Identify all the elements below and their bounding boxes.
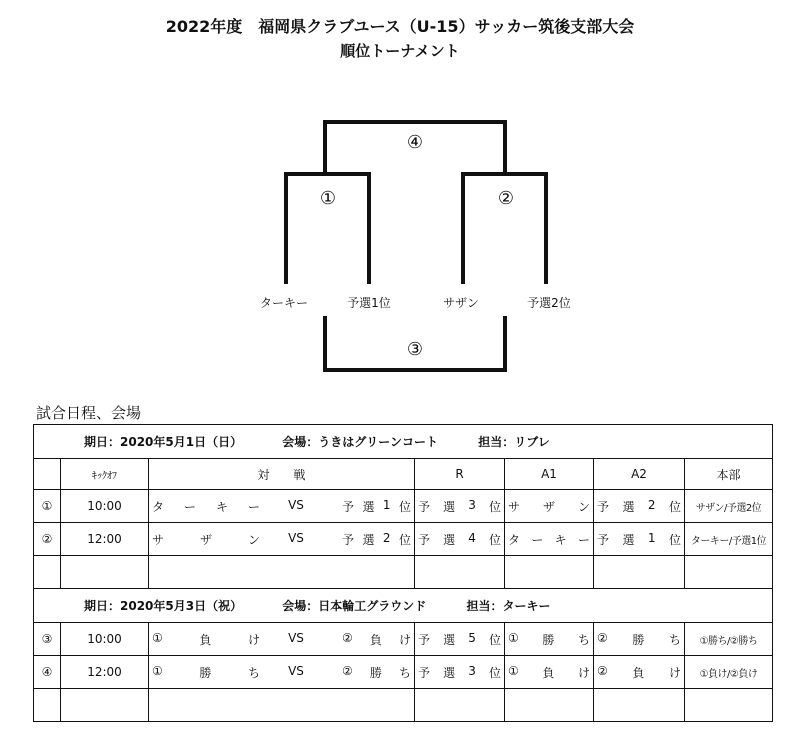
a2-cell [594,523,685,556]
match-date: 期日：2020年5月3日（祝） [84,599,243,613]
char: キ [554,532,567,547]
day-info [34,425,773,459]
char: 選 [443,665,456,680]
char: ザ [199,532,212,547]
match-number: ③ [34,623,61,656]
char: 5 [468,630,476,645]
team1 [152,664,260,681]
day-info [34,589,773,623]
char: 予 [342,499,355,514]
kickoff-time: 12:00 [61,656,149,689]
char: 選 [622,532,635,547]
char: 位 [488,499,501,514]
char: 予 [342,532,355,547]
char: 3 [468,497,476,512]
header-hq: 本部 [685,459,773,490]
header-a2: A2 [594,459,685,490]
referee-cell [415,623,505,656]
char: タ [152,499,165,514]
char: ザ [542,499,555,514]
char: け [668,665,681,680]
document-subtitle: 順位トーナメント [340,42,460,60]
char: ② [597,663,608,678]
char: サ [508,499,521,514]
bracket-line [323,368,507,372]
day-rows [34,490,773,556]
char: ① [508,630,519,645]
char: 1 [647,530,656,545]
char: 2 [382,530,391,545]
kickoff-time: 10:00 [61,490,149,523]
match-date: 期日：2020年5月1日（日） [84,435,243,449]
char: け [247,632,260,647]
char: 位 [398,499,411,514]
team2 [332,631,411,648]
vs-label: VS [288,497,304,512]
hq-cell: ①負け/②負け [685,656,773,689]
hq-cell: ①勝ち/②勝ち [685,623,773,656]
schedule-table [33,424,773,722]
a1-cell [505,656,594,689]
char: ① [152,630,163,645]
referee-cell [415,523,505,556]
vs-label: VS [288,630,304,645]
bracket-line [367,172,371,284]
table-row [34,556,773,589]
kickoff-time: 10:00 [61,623,149,656]
char: け [577,665,590,680]
bracket-line [461,172,465,284]
char: 2 [647,497,656,512]
header-match: 対 戦 [149,459,415,490]
document-title: 2022年度 福岡県クラブユース（U-15）サッカー筑後支部大会 [165,17,635,36]
char: ン [577,499,590,514]
char: 位 [488,665,501,680]
match-label-3: ③ [406,339,424,360]
char: 4 [468,530,476,545]
bracket-line [323,120,507,124]
bracket-line [503,316,507,372]
bracket-line [503,120,507,174]
match-pairing [149,623,415,656]
char: ち [668,632,681,647]
char: 負 [542,665,555,680]
team-label: 予選2位 [527,296,571,310]
match-number: ② [34,523,61,556]
table-row [34,523,773,556]
match-pairing [149,656,415,689]
day-rows [34,623,773,689]
team-label: サザン [443,296,479,310]
match-label-4: ④ [406,132,424,153]
a2-cell [594,623,685,656]
char: 負 [369,632,382,647]
hq-cell: ターキー/予選1位 [685,523,773,556]
team1 [152,631,260,648]
a2-cell [594,656,685,689]
day-info-row [34,589,773,623]
match-label-1: ① [319,188,337,209]
char: ー [531,532,544,547]
match-staff: 担当：リブレ [478,435,550,449]
schedule-caption: 試合日程、会場 [36,404,142,422]
table-row [34,689,773,722]
char: 勝 [199,665,212,680]
char: ン [247,532,260,547]
char: 予 [597,499,610,514]
match-pairing [149,523,415,556]
char: 選 [443,532,456,547]
bracket-line [284,172,371,176]
char: 予 [597,532,610,547]
bracket-line [461,172,548,176]
char: ー [247,499,260,514]
a1-cell [505,623,594,656]
char: 予 [418,532,431,547]
match-staff: 担当：ターキー [466,599,551,613]
day-info-row [34,425,773,459]
char: 勝 [369,665,382,680]
match-label-2: ② [497,188,515,209]
match-venue: 会場：日本輪工グラウンド [282,599,427,613]
char: ① [152,663,163,678]
team2 [332,531,411,548]
team1 [152,498,260,515]
char: キ [215,499,228,514]
char: 位 [398,532,411,547]
referee-cell [415,656,505,689]
char: 3 [468,663,476,678]
hq-cell: サザン/予選2位 [685,490,773,523]
char: ① [508,663,519,678]
char: 予 [418,665,431,680]
match-number: ① [34,490,61,523]
char: 選 [362,532,375,547]
team2 [332,664,411,681]
char: ー [183,499,196,514]
referee-cell [415,490,505,523]
header-row [34,459,773,490]
char: 位 [488,532,501,547]
a1-cell [505,490,594,523]
char: 選 [622,499,635,514]
bracket-line [323,316,327,372]
table-row [34,623,773,656]
char: 負 [199,632,212,647]
bracket-line [544,172,548,284]
match-number: ④ [34,656,61,689]
char: 位 [488,632,501,647]
header-a1: A1 [505,459,594,490]
header-cell [34,459,61,490]
bracket-line [323,120,327,174]
char: 位 [668,532,681,547]
char: 予 [418,632,431,647]
char: 選 [362,499,375,514]
vs-label: VS [288,530,304,545]
char: ー [577,532,590,547]
char: 1 [382,497,391,512]
char: 選 [443,499,456,514]
char: 予 [418,499,431,514]
char: 選 [443,632,456,647]
char: ② [342,663,353,678]
team-label: ターキー [259,296,308,310]
char: 位 [668,499,681,514]
char: ② [597,630,608,645]
a1-cell [505,523,594,556]
table-row [34,490,773,523]
team1 [152,531,260,548]
a2-cell [594,490,685,523]
char: け [398,632,411,647]
char: 負 [632,665,645,680]
char: サ [152,532,165,547]
match-pairing [149,490,415,523]
char: ち [577,632,590,647]
char: ち [398,665,411,680]
team2 [332,498,411,515]
kickoff-time: 12:00 [61,523,149,556]
char: ち [247,665,260,680]
header-referee: R [415,459,505,490]
char: 勝 [632,632,645,647]
vs-label: VS [288,663,304,678]
table-row [34,656,773,689]
char: 勝 [542,632,555,647]
bracket-line [284,172,288,284]
match-venue: 会場：うきはグリーンコート [282,435,439,449]
char: タ [508,532,521,547]
header-kickoff: ｷｯｸｵﾌ [61,459,149,490]
team-label: 予選1位 [347,296,391,310]
char: ② [342,630,353,645]
